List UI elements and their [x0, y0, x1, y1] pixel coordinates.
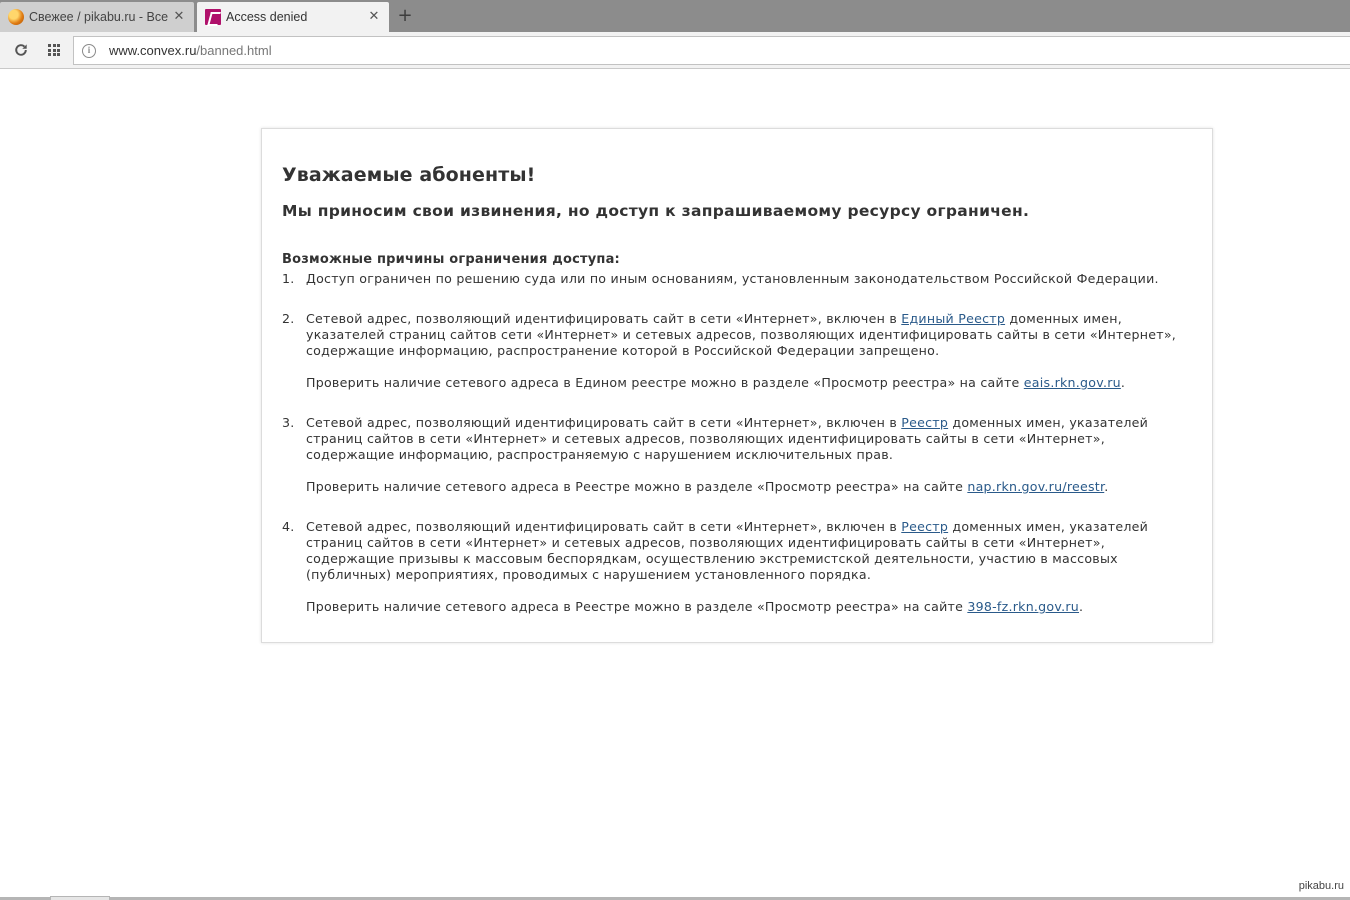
reason-text: Сетевой адрес, позволяющий идентифицировать сайт в сети «Интернет», включен в Реестр доменных имен, указателей страниц сайтов в сети «Интернет» и сетевых адресов, позволяющих идентифицировать сайты в сети «Интернет», содержащие информацию, распространяемую с нарушением исключительных прав. [306, 415, 1149, 462]
close-icon[interactable]: ✕ [173, 9, 185, 24]
tab-pikabu[interactable] [0, 2, 194, 32]
eais-link[interactable]: eais.rkn.gov.ru [1023, 375, 1121, 390]
watermark: pikabu.ru [1298, 880, 1344, 892]
site-info-icon[interactable]: i [82, 44, 96, 58]
registry-check-text: Проверить наличие сетевого адреса в Реестре можно в разделе «Просмотр реестра» на сайте 398-fz.rkn.gov.ru. [306, 599, 1084, 614]
reason-text: Сетевой адрес, позволяющий идентифицировать сайт в сети «Интернет», включен в Единый Реестр доменных имен, указателей страниц сайтов сети «Интернет» и сетевых адресов, позволяющих идентифицировать сайты в сети «Интернет», содержащие информацию, распространение которой в Российской Федерации запрещено. [306, 311, 1177, 358]
reason-item [282, 311, 1192, 391]
notice-heading: Уважаемые абоненты! [282, 164, 536, 186]
reason-number: 2. [282, 311, 295, 326]
apps-button[interactable] [43, 39, 65, 61]
reason-item [282, 271, 1192, 287]
url-path: /banned.html [196, 43, 272, 58]
reason-number: 1. [282, 271, 295, 286]
fz398-registry-link[interactable]: 398-fz.rkn.gov.ru [967, 599, 1080, 614]
address-bar[interactable] [73, 36, 1350, 65]
notice-box [261, 128, 1213, 643]
unified-registry-link[interactable]: Единый Реестр [901, 311, 1006, 326]
url-host: www.convex.ru [109, 43, 197, 58]
new-tab-button[interactable]: + [397, 5, 413, 26]
browser-toolbar [0, 32, 1350, 69]
reasons-list [282, 271, 1192, 615]
reason-item [282, 519, 1192, 615]
tab-title: Access denied [226, 10, 308, 24]
close-icon[interactable]: ✕ [368, 9, 380, 24]
reason-item [282, 415, 1192, 495]
reason-text: Доступ ограничен по решению суда или по иным основаниям, установленным законодательством Российской Федерации. [306, 271, 1159, 286]
tab-title: Свежее / pikabu.ru - Все [29, 10, 169, 24]
registry-check-text: Проверить наличие сетевого адреса в Едином реестре можно в разделе «Просмотр реестра» на сайте eais.rkn.gov.ru. [306, 375, 1126, 390]
reason-number: 3. [282, 415, 295, 430]
apps-grid-icon [48, 44, 60, 56]
notice-subheading: Мы приносим свои извинения, но доступ к запрашиваемому ресурсу ограничен. [282, 202, 1030, 220]
registry-check-text: Проверить наличие сетевого адреса в Реестре можно в разделе «Просмотр реестра» на сайте nap.rkn.gov.ru/reestr. [306, 479, 1109, 494]
reason-text: Сетевой адрес, позволяющий идентифицировать сайт в сети «Интернет», включен в Реестр доменных имен, указателей страниц сайтов в сети «Интернет» и сетевых адресов, позволяющих идентифицировать сайты в сети «Интернет», содержащие призывы к массовым беспорядкам, осуществлению экстремистской деятельности, участию в массовых (публичных) мероприятиях, проводимых с нарушением установленного порядка. [306, 519, 1149, 582]
download-bar-tab [50, 896, 110, 900]
tab-access-denied[interactable] [197, 2, 389, 32]
reasons-title: Возможные причины ограничения доступа: [282, 252, 620, 267]
convex-favicon-icon [205, 9, 221, 25]
pikabu-favicon-icon [8, 9, 24, 25]
registry-link[interactable]: Реестр [901, 519, 949, 534]
tab-strip [0, 0, 1350, 32]
registry-link[interactable]: Реестр [901, 415, 949, 430]
url-text[interactable] [109, 43, 272, 58]
reload-button[interactable] [10, 39, 32, 61]
nap-registry-link[interactable]: nap.rkn.gov.ru/reestr [967, 479, 1105, 494]
reason-number: 4. [282, 519, 295, 534]
reload-icon [14, 43, 28, 57]
